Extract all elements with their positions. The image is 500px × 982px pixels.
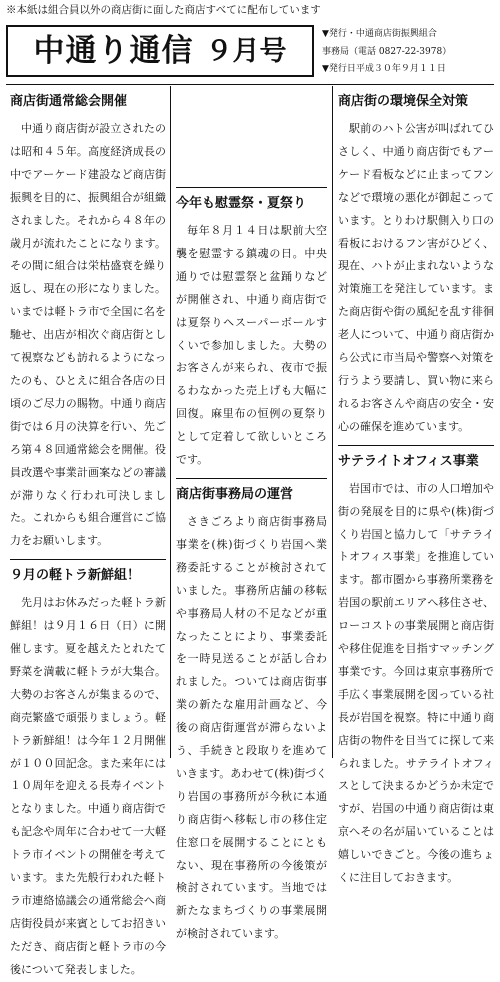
distribution-notice: ※本紙は組合員以外の商店街に面した商店すべてに配布しています xyxy=(6,4,321,16)
article-body: 岩国市では、市の人口増加や街の発展を目的に県や(株)街づくり岩国と協力して「サテライトオフィス事業」を推進しています。都市圏から事務所業務を岩国の駅前エリアへ移住させ、ローコストの事業展開と商店街や移住促進を目指すマッチング事業です。今回は東京事務所で手広く事業展開を図っている社長が岩国を視察。特に中通り商店街の物件を目当てに探して来られました。サテライトオフィスとして決まるかどうか未定ですが、岩国の中通り商店街は東京へその名が届いていることは嬉しいできごと。今後の進ちょくに注目しておきます。 xyxy=(338,481,494,885)
article-heading: サテライトオフィス事業 xyxy=(338,453,479,469)
column-divider xyxy=(332,86,333,758)
continued-text-block xyxy=(176,86,327,181)
column-left xyxy=(10,86,166,976)
article-body: 毎年８月１４日は駅前大空襲を慰霊する鎮魂の日。中央通りでは慰霊祭と盆踊りなどが開催され、中通り商店街では夏祭りヘスーパーボールすくいで参加しました。大勢のお客さんが来られ、夜市で振るわなかった売上げも大幅に回復。麻里布の恒例の夏祭りとして定着して欲しいところです。 xyxy=(176,224,327,467)
publish-date: ▼発行日平成３０年９月１１日 xyxy=(322,64,446,74)
column-center xyxy=(176,86,327,941)
article-body: 駅前のハト公害が叫ばれてひさしく、中通り商店街でもアーケード看板などに止まってフンなどで環境の悪化が御起こっています。とりわけ駅側入り口の看板におけるフン害がひどく、現在、ハトが止まれないような対策施工を発注しています。また商店街や街の風紀を乱す徘徊老人について、中通り商店街から公式に市当局や警察へ対策を行うよう要請し、買い物に来られるお客さんや商店の安全・安心の確保を進めています。 xyxy=(338,122,494,433)
article-heading: ９月の軽トラ新鮮組！ xyxy=(10,568,141,584)
article-heading: 今年も慰霊祭・夏祭り xyxy=(176,196,307,211)
masthead xyxy=(6,25,314,77)
article-body: 中通り商店街が設立されたのは昭和４５年。高度経済成長の中でアーケード建設など商店街振興を目的に、振興組合が組織されました。それから４８年の歳月が流れたことになります。その間に組合は栄枯盛衰を繰り返し、現在の形になりました。いまでは軽トラ市で全国に名を馳せ、出店が相次ぐ商店街として視察なども訪れるようになったのも、ひとえに組合各店の日頃のご尽力の賜物。中通り商店街では６月の決算を行い、先ごろ第４８回通常総会を開催。役員改選や事業計画案などの審議が滞りなく行われ可決しました。これからも組合運営にご協力をお願いします。 xyxy=(10,122,166,548)
publisher-line: ▼発行・中通商店街振興組合 xyxy=(322,29,437,39)
article-heading: 商店街事務局の運営 xyxy=(176,486,294,502)
article-divider xyxy=(176,187,327,188)
column-right xyxy=(338,86,494,885)
column-divider xyxy=(170,86,171,758)
article-body: 先月はお休みだった軽トラ新鮮組！は９月１６日（日）に開催します。夏を越えたとれたて野菜を満載に軽トラが大集合。大勢のお客さんが集まるので、商売繁盛で頑張りましょう。軽トラ新鮮組！は今年１２月開催が１００回記念。また来年には１０周年を迎える長寿イベントとなりました。中通り商店街でも記念や周年に合わせて一大軽トラ市イベントの開催を考えています。また先般行われた軽トラ市連絡協議会の通常総会へ商店街役員が来賓としてお招きいただき、商店街と軽トラ市の今後について発表しました。 xyxy=(10,596,166,976)
issue-label: ９月号 xyxy=(205,35,287,67)
masthead-divider xyxy=(6,84,494,85)
newsletter-title: 中通り通信 xyxy=(33,32,194,69)
office-contact: 事務局（電話 0827-22-3978） xyxy=(322,46,452,57)
article-divider xyxy=(176,478,327,479)
publisher-info xyxy=(322,26,498,79)
article-divider xyxy=(338,445,494,446)
article-body: さきごろより商店街事務局事業を(株)街づくり岩国へ業務委託することが検討されていました。事務所店舗の移転や事務局人材の不足などが重なったことにより、事業委託を一時見送ることが話し合われました。ついては商店街事業の新たな雇用計画など、今後の商店街運営が滞らないよう、手続きと段取りを進めていきます。あわせて(株)街づくり岩国の事務所が今秋に本通り商店街へ移転し市の移住定住窓口を展開することにともない、現在事務所の今後策が検討されています。当地では新たなまちづくりの事業展開が検討されています。 xyxy=(176,514,327,941)
article-heading: 商店街通常総会開催 xyxy=(10,94,128,109)
article-divider xyxy=(10,559,166,560)
article-heading: 商店街の環境保全対策 xyxy=(338,94,469,109)
